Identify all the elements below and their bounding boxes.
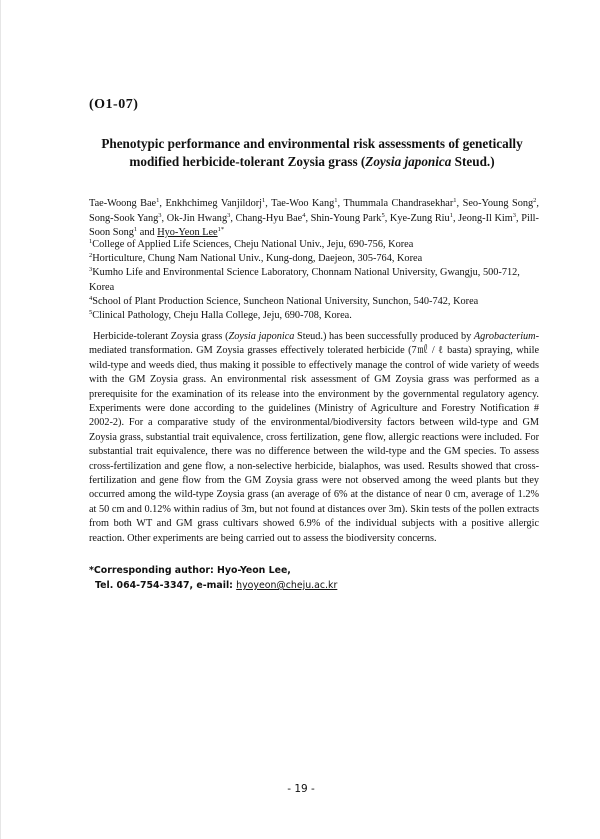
title-text-end: Steud.): [451, 153, 495, 169]
affiliation-text: Kumho Life and Environmental Science Laboratory, Chonnam National University, Gwangju, 500-712, Korea: [89, 267, 520, 293]
affiliation-3: [89, 266, 539, 295]
affiliation-text: College of Applied Life Sciences, Cheju National Univ., Jeju, 690-756, Korea: [92, 239, 414, 250]
affiliation-2: [89, 252, 539, 267]
author-affil-sup: 3: [512, 211, 517, 219]
email-link[interactable]: hyoyeon@cheju.ac.kr: [236, 580, 338, 591]
author-affil-sup: 1: [334, 197, 338, 204]
author-affil-sup: 3: [227, 211, 231, 219]
affiliation-sup: 3: [89, 266, 93, 273]
author-affil-sup: 1: [156, 197, 160, 204]
author-affil-sup: 5: [381, 211, 385, 219]
author-name: Kye-Zung Riu: [389, 212, 450, 224]
author-affil-sup: 1: [262, 197, 266, 204]
author-name: Thummala Chandrasekhar: [343, 198, 454, 209]
affiliation-sup: 5: [89, 309, 93, 316]
author-name: Enkhchimeg Vanjildorj: [165, 198, 263, 209]
author-affil-sup: 3: [158, 211, 162, 219]
contact-line: [95, 580, 337, 591]
affiliation-sup: 2: [89, 252, 93, 259]
author-name: Seo-Young Song: [462, 198, 534, 209]
author-affil-sup: 1: [449, 211, 453, 219]
author-name: Ok-Jin Hwang: [166, 212, 228, 224]
affiliation-text: Horticulture, Chung Nam National Univ., Kung-dong, Daejeon, 305-764, Korea: [92, 253, 423, 264]
author-name: Song-Sook Yang: [89, 212, 159, 224]
affiliation-sup: 1: [89, 238, 93, 245]
affiliation-text: School of Plant Production Science, Suncheon National University, Sunchon, 540-742, Korea: [92, 296, 479, 307]
abstract-text: Herbicide-tolerant Zoysia grass (: [93, 331, 229, 342]
author-name: Shin-Young Park: [310, 212, 382, 224]
author-name: Jeong-Il Kim: [458, 212, 513, 224]
corresponding-author-name: Hyo-Yeon Lee: [157, 227, 218, 238]
abstract-text: Steud.) has been successfully produced by: [294, 331, 474, 342]
affiliation-4: [89, 295, 539, 310]
affiliation-5: [89, 309, 539, 324]
affiliation-sup: 4: [89, 295, 93, 302]
page-number: - 19 -: [287, 783, 315, 795]
corresponding-author-sup: 1*: [217, 226, 225, 233]
abstract-organism: Agrobacterium: [473, 331, 536, 342]
abstract-species: Zoysia japonica: [228, 331, 295, 342]
affiliation-1: [89, 238, 539, 253]
abstract-text: -mediated transformation. GM Zoysia grasses effectively tolerated herbicide (7㎖ / ℓ basta) spraying, while wild-type and weeds died, thus making it possible to effectively manage the control of wide variety of weeds with the GM Zoysia grass. An environmental risk assessment of GM Zoysia grass was performed as a prerequisite for the examination of its release into the environment by the governmental regulatory agency. Experiments were done according to the guidelines (Ministry of Agriculture and Forestry Notification # 2002-2). For a comparative study of the environmental/biodiversity factors between wild-type and GM Zoysia grass, substantial trait equivalence, cross fertilization, gene flow, allergic reactions were included. For substantial trait equivalence, there was no difference between the wild-type and the GM species. To assess cross-fertilization and gene flow, a non-selective herbicide, bialaphos, was used. Results showed that cross-fertilization and gene flow from the GM Zoysia grass were not observed among the weed plants but they occurred among the wild-type Zoysia grass (an average of 6% at the distance of near 0 cm, average of 1.2% at 50 cm and 0.12% within radius of 3m, but not found at distances over 3m). Skin tests of the pollen extracts from both WT and GM grass cultivars showed 6.9% of the individual subjects with a positive allergic reaction. Other experiments are being carried out to assess the biodiversity concerns.: [89, 331, 539, 544]
author-affil-sup: 2: [533, 197, 537, 204]
phone-text: Tel. 064-754-3347, e-mail:: [95, 580, 237, 591]
paper-title: [89, 135, 535, 170]
author-name: Chang-Hyu Bae: [235, 212, 303, 224]
author-affil-sup: 4: [302, 211, 306, 219]
author-name: Tae-Woong Bae: [89, 198, 157, 209]
abstract-body: [89, 330, 539, 546]
author-name: Tae-Woo Kang: [271, 198, 335, 209]
affiliation-text: Clinical Pathology, Cheju Halla College, Jeju, 690-708, Korea.: [92, 310, 352, 321]
title-species: Zoysia japonica: [365, 153, 452, 169]
author-name: Pill-Soon Song: [89, 212, 539, 238]
corresponding-author-line: *Corresponding author: Hyo-Yeon Lee,: [89, 565, 291, 576]
title-text: Phenotypic performance and environmental risk assessments of genetically modified herbicide-tolerant Zoysia grass (: [101, 136, 523, 169]
author-affil-sup: 1: [453, 197, 457, 204]
author-list: Tae-Woong Bae$^1$, Enkhchimeg Vanjildorj$^1$, Tae-Woo Kang$^1$, Thummala Chandrasekhar$^1$, Seo-Young Song$^2$, Song-Sook Yang$^3$, Ok-Jin Hwang$^3$, Chang-Hyu Bae$^4$, Shin-Young Park$^5$, Kye-Zung Riu$^1$, Jeong-Il Kim$^3$, Pill-Soon Song$^1$ and Hyo-Yeon Lee$^{1*}$: [89, 197, 539, 238]
abstract-code: (O1-07): [89, 97, 139, 112]
author-affil-sup: 1: [133, 226, 138, 233]
